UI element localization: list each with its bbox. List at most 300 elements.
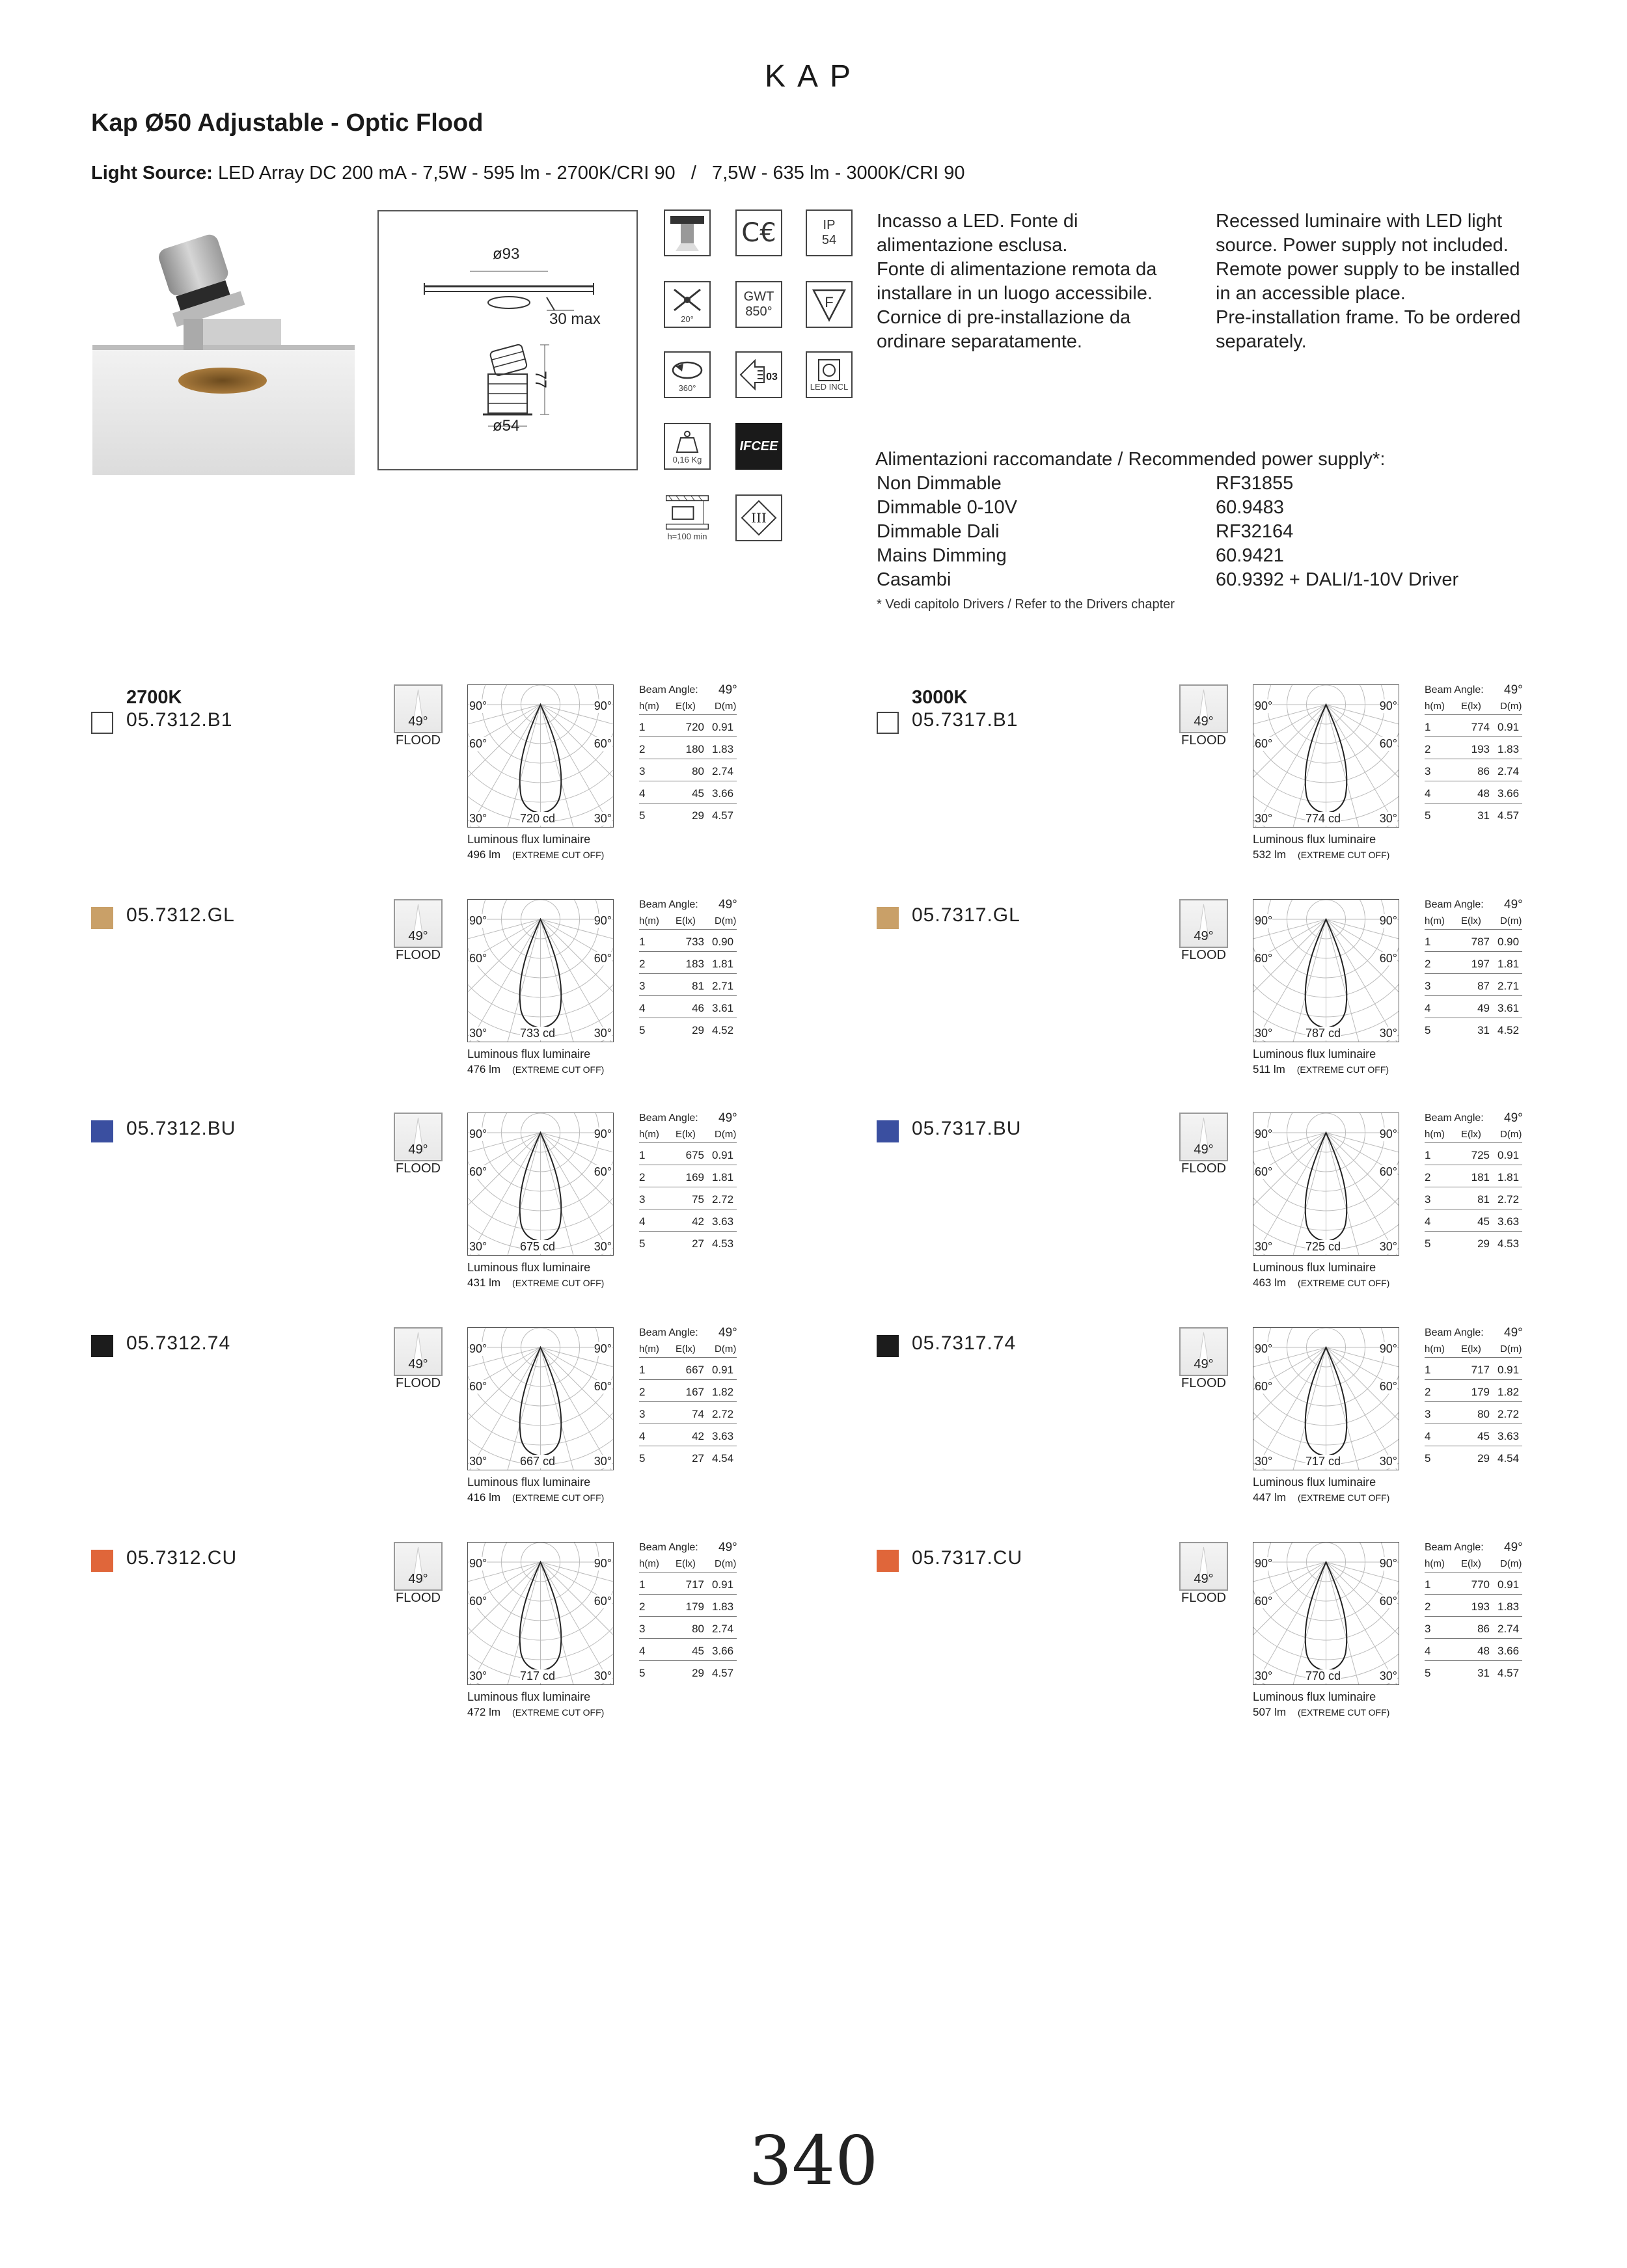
- group-title: 3000K: [912, 687, 968, 708]
- beam-angle-label: Beam Angle:: [639, 1113, 698, 1124]
- flood-badge: [1179, 1113, 1228, 1176]
- angle-60-right: 60°: [594, 737, 612, 750]
- table-row: [639, 1594, 737, 1617]
- cell-h: 4: [1425, 1430, 1431, 1442]
- angle-30-right: 30°: [1379, 1240, 1397, 1253]
- cell-d: 4.53: [712, 1237, 734, 1250]
- beam-angle-value: 49°: [718, 1111, 737, 1125]
- flux-label: Luminous flux luminaire: [1253, 1476, 1376, 1489]
- cell-h: 1: [1425, 1149, 1431, 1161]
- table-row: [639, 1379, 737, 1402]
- cell-e: 81: [1477, 1193, 1490, 1206]
- angle-60-right: 60°: [594, 952, 612, 965]
- illuminance-table: [639, 1541, 740, 1690]
- flux-value-line: [467, 1491, 604, 1504]
- product-code: 05.7317.74: [912, 1332, 1017, 1354]
- angle-30-left: 30°: [469, 812, 487, 825]
- table-row: [639, 1660, 737, 1682]
- table-row: [1425, 1209, 1522, 1232]
- col-h: h(m): [1425, 1129, 1445, 1140]
- cell-h: 1: [639, 1578, 646, 1591]
- cell-d: 2.72: [1497, 1193, 1520, 1206]
- angle-60-left: 60°: [469, 1595, 487, 1608]
- col-d: D(m): [1500, 1558, 1522, 1569]
- flux-label: Luminous flux luminaire: [1253, 833, 1376, 846]
- product-code: 05.7312.CU: [126, 1547, 238, 1569]
- cell-d: 1.83: [1497, 1600, 1520, 1613]
- cell-d: 4.53: [1497, 1237, 1520, 1250]
- product-code: 05.7312.74: [126, 1332, 231, 1354]
- cell-d: 4.54: [1497, 1452, 1520, 1465]
- col-h: h(m): [639, 701, 659, 712]
- cell-h: 4: [1425, 1002, 1431, 1014]
- cell-h: 2: [639, 1171, 646, 1183]
- cell-e: 75: [692, 1193, 704, 1206]
- angle-60-left: 60°: [1255, 737, 1273, 750]
- cell-h: 4: [639, 787, 646, 800]
- description-it-line: Fonte di alimentazione remota da: [877, 259, 1157, 280]
- cell-e: 81: [692, 980, 704, 992]
- angle-30-right: 30°: [594, 1027, 612, 1040]
- color-swatch: [91, 1550, 113, 1572]
- cell-h: 3: [1425, 1193, 1431, 1206]
- cell-d: 1.83: [712, 1600, 734, 1613]
- recessed-icon: [664, 209, 711, 256]
- description-en-line: Recessed luminaire with LED light: [1216, 211, 1503, 232]
- cell-e: 86: [1477, 765, 1490, 777]
- led-incl-caption: LED INCL: [810, 381, 849, 392]
- flux-value-line: [1253, 1491, 1389, 1504]
- peak-intensity: 675 cd: [520, 1240, 556, 1253]
- cell-d: 0.91: [712, 1364, 734, 1376]
- ik-rating-icon: [735, 351, 782, 398]
- polar-grid-spoke: [1253, 1562, 1326, 1682]
- light-source-label: Light Source:: [91, 163, 213, 183]
- description-it: [877, 209, 1156, 354]
- table-row: [1425, 1379, 1522, 1402]
- table-row: [639, 951, 737, 974]
- angle-90-right: 90°: [1379, 699, 1397, 712]
- polar-chart: [467, 899, 614, 1042]
- polar-diagram: [468, 900, 613, 1042]
- product-code: 05.7317.CU: [912, 1547, 1023, 1569]
- ip-value: 54: [821, 233, 837, 247]
- cell-d: 0.91: [1497, 1364, 1520, 1376]
- table-row: [1425, 1231, 1522, 1253]
- table-row: [639, 973, 737, 996]
- polar-diagram: [468, 1328, 613, 1470]
- cell-d: 2.72: [712, 1408, 734, 1420]
- cell-h: 1: [1425, 1364, 1431, 1376]
- flux-value-line: [1253, 1063, 1389, 1076]
- polar-diagram: [468, 1543, 613, 1684]
- power-supply-title: Alimentazioni raccomandate / Recommended power supply*:: [875, 449, 1386, 470]
- flood-badge: [394, 1113, 443, 1176]
- light-source-value: LED Array DC 200 mA - 7,5W - 595 lm - 2700K/CRI 90 / 7,5W - 635 lm - 3000K/CRI 90: [212, 163, 965, 183]
- cutoff-label: (EXTREME CUT OFF): [512, 1278, 605, 1288]
- cell-h: 3: [639, 765, 646, 777]
- gwt-icon: [735, 281, 782, 328]
- col-h: h(m): [639, 1129, 659, 1140]
- polar-grid-spoke: [1253, 919, 1326, 1039]
- cell-e: 48: [1477, 1645, 1490, 1657]
- dim-max-depth: 30 max: [549, 310, 601, 328]
- flux-value: 463 lm: [1253, 1276, 1287, 1289]
- flood-icon: [394, 1542, 443, 1591]
- polar-grid-spoke: [1326, 1133, 1399, 1252]
- table-row: [1425, 1616, 1522, 1639]
- table-row: [639, 714, 737, 737]
- illuminance-table: [639, 1111, 740, 1261]
- angle-90-left: 90°: [1255, 1127, 1273, 1141]
- cell-e: 45: [692, 1645, 704, 1657]
- table-row: [639, 1357, 737, 1380]
- flux-label: Luminous flux luminaire: [1253, 1690, 1376, 1703]
- flood-badge: [1179, 1327, 1228, 1390]
- recess-depth-icon: [664, 494, 711, 541]
- beam-angle-label: Beam Angle:: [639, 899, 698, 910]
- cell-d: 1.83: [1497, 743, 1520, 755]
- cell-h: 5: [1425, 1452, 1431, 1465]
- cell-d: 3.66: [712, 1645, 734, 1657]
- cell-d: 0.91: [712, 1149, 734, 1161]
- table-header: [1425, 692, 1522, 715]
- flood-angle: 49°: [1194, 714, 1214, 729]
- cell-h: 5: [1425, 1024, 1431, 1036]
- table-row: [639, 1142, 737, 1165]
- color-swatch: [877, 1120, 899, 1142]
- cell-e: 29: [1477, 1452, 1490, 1465]
- flood-angle: 49°: [1194, 1357, 1214, 1371]
- cell-d: 4.57: [712, 809, 734, 822]
- cell-e: 733: [685, 936, 704, 948]
- color-swatch: [91, 907, 113, 929]
- cell-d: 3.63: [712, 1215, 734, 1228]
- cell-e: 27: [692, 1237, 704, 1250]
- cell-e: 193: [1471, 743, 1490, 755]
- cell-e: 27: [692, 1452, 704, 1465]
- angle-90-left: 90°: [469, 914, 487, 927]
- angle-30-left: 30°: [1255, 1455, 1273, 1468]
- flood-label: FLOOD: [1181, 733, 1226, 748]
- table-row: [1425, 1572, 1522, 1595]
- cell-h: 2: [639, 958, 646, 970]
- angle-30-left: 30°: [1255, 1669, 1273, 1682]
- polar-chart: [1253, 1542, 1399, 1685]
- cell-d: 1.81: [1497, 1171, 1520, 1183]
- angle-60-right: 60°: [1379, 737, 1397, 750]
- dim-bottom-diameter: ø54: [493, 417, 520, 435]
- polar-grid-spoke: [468, 919, 541, 1039]
- table-row: [1425, 714, 1522, 737]
- table-header: [1425, 907, 1522, 930]
- flood-label: FLOOD: [396, 948, 441, 962]
- cell-d: 1.83: [712, 743, 734, 755]
- table-row: [1425, 736, 1522, 759]
- angle-30-right: 30°: [1379, 1669, 1397, 1682]
- cell-e: 179: [1471, 1386, 1490, 1398]
- product-photo-image: [92, 221, 355, 475]
- cell-e: 770: [1471, 1578, 1490, 1591]
- cell-d: 2.74: [1497, 1623, 1520, 1635]
- table-row: [1425, 1660, 1522, 1682]
- color-swatch: [877, 1550, 899, 1572]
- cell-h: 5: [1425, 809, 1431, 822]
- cell-h: 2: [639, 743, 646, 755]
- flux-value: 511 lm: [1253, 1063, 1285, 1075]
- angle-60-left: 60°: [1255, 952, 1273, 965]
- col-d: D(m): [1500, 915, 1522, 926]
- flood-angle: 49°: [408, 1572, 428, 1586]
- polar-grid-spoke: [1326, 1347, 1399, 1467]
- col-e: E(lx): [676, 1343, 696, 1355]
- flood-label: FLOOD: [396, 733, 441, 748]
- flood-label: FLOOD: [1181, 1376, 1226, 1390]
- peak-intensity: 770 cd: [1306, 1669, 1341, 1682]
- cell-e: 774: [1471, 721, 1490, 733]
- table-row: [639, 1018, 737, 1040]
- flux-value-line: [1253, 1706, 1389, 1719]
- table-row: [1425, 1187, 1522, 1209]
- color-swatch: [877, 907, 899, 929]
- power-supply-note: * Vedi capitolo Drivers / Refer to the Drivers chapter: [877, 597, 1175, 612]
- flood-icon: [394, 684, 443, 733]
- table-row: [1425, 929, 1522, 952]
- flood-badge: [394, 684, 443, 748]
- peak-intensity: 667 cd: [520, 1455, 556, 1468]
- flux-value-line: [1253, 1276, 1389, 1289]
- power-supply-value: 60.9421: [1216, 545, 1284, 566]
- col-e: E(lx): [676, 1129, 696, 1140]
- col-h: h(m): [639, 1558, 659, 1569]
- cell-e: 42: [692, 1215, 704, 1228]
- rotation-caption: 360°: [678, 383, 696, 393]
- cell-e: 787: [1471, 936, 1490, 948]
- cutoff-label: (EXTREME CUT OFF): [512, 1707, 605, 1718]
- cell-e: 87: [1477, 980, 1490, 992]
- flood-angle: 49°: [408, 929, 428, 943]
- polar-diagram: [468, 685, 613, 827]
- cell-e: 183: [685, 958, 704, 970]
- col-d: D(m): [1500, 701, 1522, 712]
- polar-chart: [467, 1542, 614, 1685]
- cutoff-label: (EXTREME CUT OFF): [1296, 1064, 1389, 1075]
- cell-e: 31: [1477, 1024, 1490, 1036]
- angle-60-left: 60°: [1255, 1380, 1273, 1393]
- flood-angle: 49°: [408, 1357, 428, 1371]
- beam-angle-value: 49°: [718, 683, 737, 697]
- angle-90-right: 90°: [1379, 1342, 1397, 1355]
- col-e: E(lx): [1461, 915, 1481, 926]
- power-supply-label: Mains Dimming: [877, 545, 1007, 566]
- angle-30-right: 30°: [594, 812, 612, 825]
- power-supply-value: RF32164: [1216, 521, 1294, 542]
- angle-60-right: 60°: [594, 1595, 612, 1608]
- angle-90-left: 90°: [469, 699, 487, 712]
- dim-height: 77: [532, 371, 549, 388]
- flux-value-line: [467, 1276, 604, 1289]
- cell-e: 31: [1477, 809, 1490, 822]
- cell-h: 3: [1425, 1623, 1431, 1635]
- cell-e: 45: [692, 787, 704, 800]
- cell-h: 3: [1425, 765, 1431, 777]
- cell-d: 2.71: [712, 980, 734, 992]
- cell-e: 29: [692, 1024, 704, 1036]
- cell-h: 3: [1425, 1408, 1431, 1420]
- cell-e: 717: [1471, 1364, 1490, 1376]
- peak-intensity: 720 cd: [520, 812, 556, 825]
- beam-angle-value: 49°: [718, 1326, 737, 1340]
- class-iii-icon: [735, 494, 782, 541]
- table-row: [639, 1424, 737, 1446]
- product-code: 05.7312.BU: [126, 1118, 236, 1139]
- cell-h: 1: [639, 1364, 646, 1376]
- cell-h: 4: [639, 1002, 646, 1014]
- cutoff-label: (EXTREME CUT OFF): [512, 1064, 605, 1075]
- angle-90-right: 90°: [594, 1342, 612, 1355]
- group-title: 2700K: [126, 687, 182, 708]
- cell-d: 4.57: [1497, 809, 1520, 822]
- angle-30-right: 30°: [594, 1669, 612, 1682]
- cutoff-label: (EXTREME CUT OFF): [512, 850, 605, 860]
- flux-label: Luminous flux luminaire: [467, 1690, 591, 1703]
- col-e: E(lx): [1461, 1129, 1481, 1140]
- polar-chart: [467, 1327, 614, 1470]
- power-supply-value: 60.9392 + DALI/1-10V Driver: [1216, 569, 1459, 590]
- polar-grid-spoke: [541, 1562, 614, 1682]
- flood-angle: 49°: [408, 1142, 428, 1157]
- color-swatch: [91, 712, 113, 734]
- cell-d: 3.63: [1497, 1215, 1520, 1228]
- description-en-line: in an accessible place.: [1216, 283, 1406, 304]
- cell-h: 5: [639, 1237, 646, 1250]
- angle-90-right: 90°: [594, 914, 612, 927]
- product-code: 05.7317.B1: [912, 709, 1019, 731]
- table-row: [639, 929, 737, 952]
- table-row: [1425, 759, 1522, 781]
- col-e: E(lx): [676, 701, 696, 712]
- table-row: [639, 1572, 737, 1595]
- polar-grid-spoke: [468, 1562, 541, 1682]
- flux-value: 496 lm: [467, 848, 501, 861]
- cell-e: 29: [692, 809, 704, 822]
- peak-intensity: 774 cd: [1306, 812, 1341, 825]
- angle-30-left: 30°: [469, 1240, 487, 1253]
- polar-grid-spoke: [468, 705, 541, 824]
- description-en-line: source. Power supply not included.: [1216, 235, 1509, 256]
- angle-60-left: 60°: [469, 1380, 487, 1393]
- angle-60-left: 60°: [1255, 1595, 1273, 1608]
- col-d: D(m): [1500, 1129, 1522, 1140]
- beam-angle-label: Beam Angle:: [1425, 899, 1484, 910]
- cell-h: 3: [639, 1623, 646, 1635]
- cell-d: 1.82: [712, 1386, 734, 1398]
- angle-60-left: 60°: [1255, 1165, 1273, 1178]
- col-h: h(m): [1425, 701, 1445, 712]
- cell-d: 2.72: [712, 1193, 734, 1206]
- description-en-line: Pre-installation frame. To be ordered: [1216, 307, 1521, 328]
- flux-label: Luminous flux luminaire: [1253, 1261, 1376, 1274]
- polar-chart: [1253, 1327, 1399, 1470]
- flood-icon: [1179, 1542, 1228, 1591]
- polar-grid-spoke: [1326, 705, 1399, 824]
- angle-90-left: 90°: [469, 1557, 487, 1570]
- polar-grid-spoke: [541, 1133, 614, 1252]
- table-row: [639, 1209, 737, 1232]
- cell-e: 29: [1477, 1237, 1490, 1250]
- peak-intensity: 733 cd: [520, 1027, 556, 1040]
- description-it-line: Cornice di pre-installazione da: [877, 307, 1131, 328]
- table-header: [1425, 1550, 1522, 1573]
- power-supply-value: 60.9483: [1216, 497, 1284, 518]
- table-header: [639, 907, 737, 930]
- cell-h: 2: [639, 1600, 646, 1613]
- angle-90-right: 90°: [594, 1127, 612, 1141]
- ik-rating-value: 03: [766, 371, 778, 383]
- ifcee-icon: IFCEE: [735, 423, 782, 470]
- col-e: E(lx): [1461, 701, 1481, 712]
- polar-diagram: [1253, 900, 1399, 1042]
- table-row: [1425, 1446, 1522, 1468]
- angle-60-right: 60°: [1379, 952, 1397, 965]
- flux-label: Luminous flux luminaire: [1253, 1047, 1376, 1060]
- ip-rating-icon: [806, 209, 853, 256]
- angle-30-left: 30°: [1255, 1027, 1273, 1040]
- table-row: [639, 781, 737, 803]
- beam-angle-value: 49°: [1504, 898, 1523, 911]
- cell-h: 1: [1425, 1578, 1431, 1591]
- cell-d: 3.63: [1497, 1430, 1520, 1442]
- cell-h: 4: [1425, 1645, 1431, 1657]
- cell-e: 179: [685, 1600, 704, 1613]
- table-row: [639, 1638, 737, 1661]
- polar-grid-spoke: [541, 705, 614, 824]
- cell-d: 4.57: [712, 1667, 734, 1679]
- col-h: h(m): [1425, 1343, 1445, 1355]
- angle-60-left: 60°: [469, 737, 487, 750]
- angle-30-left: 30°: [469, 1455, 487, 1468]
- flux-value-line: [467, 1706, 604, 1719]
- tilt-angle-icon: [664, 281, 711, 328]
- polar-grid-spoke: [468, 1347, 541, 1467]
- description-it-line: Incasso a LED. Fonte di: [877, 211, 1078, 232]
- dimension-drawing: [377, 210, 638, 470]
- cell-d: 3.61: [1497, 1002, 1520, 1014]
- illuminance-table: [1425, 1541, 1525, 1690]
- cell-d: 3.66: [1497, 1645, 1520, 1657]
- peak-intensity: 725 cd: [1306, 1240, 1341, 1253]
- angle-30-right: 30°: [594, 1240, 612, 1253]
- angle-60-left: 60°: [469, 952, 487, 965]
- cell-d: 0.91: [712, 721, 734, 733]
- table-row: [1425, 973, 1522, 996]
- angle-90-left: 90°: [469, 1342, 487, 1355]
- description-en: [1216, 209, 1521, 354]
- table-row: [1425, 781, 1522, 803]
- description-it-line: installare in un luogo accessibile.: [877, 283, 1153, 304]
- polar-chart: [467, 684, 614, 828]
- cell-e: 675: [685, 1149, 704, 1161]
- color-swatch: [91, 1335, 113, 1357]
- polar-diagram: [468, 1113, 613, 1255]
- beam-angle-label: Beam Angle:: [1425, 684, 1484, 695]
- cell-d: 3.66: [712, 787, 734, 800]
- polar-grid-spoke: [1326, 1562, 1399, 1682]
- cell-e: 74: [692, 1408, 704, 1420]
- cell-d: 4.54: [712, 1452, 734, 1465]
- cell-d: 0.91: [1497, 1149, 1520, 1161]
- col-d: D(m): [715, 915, 737, 926]
